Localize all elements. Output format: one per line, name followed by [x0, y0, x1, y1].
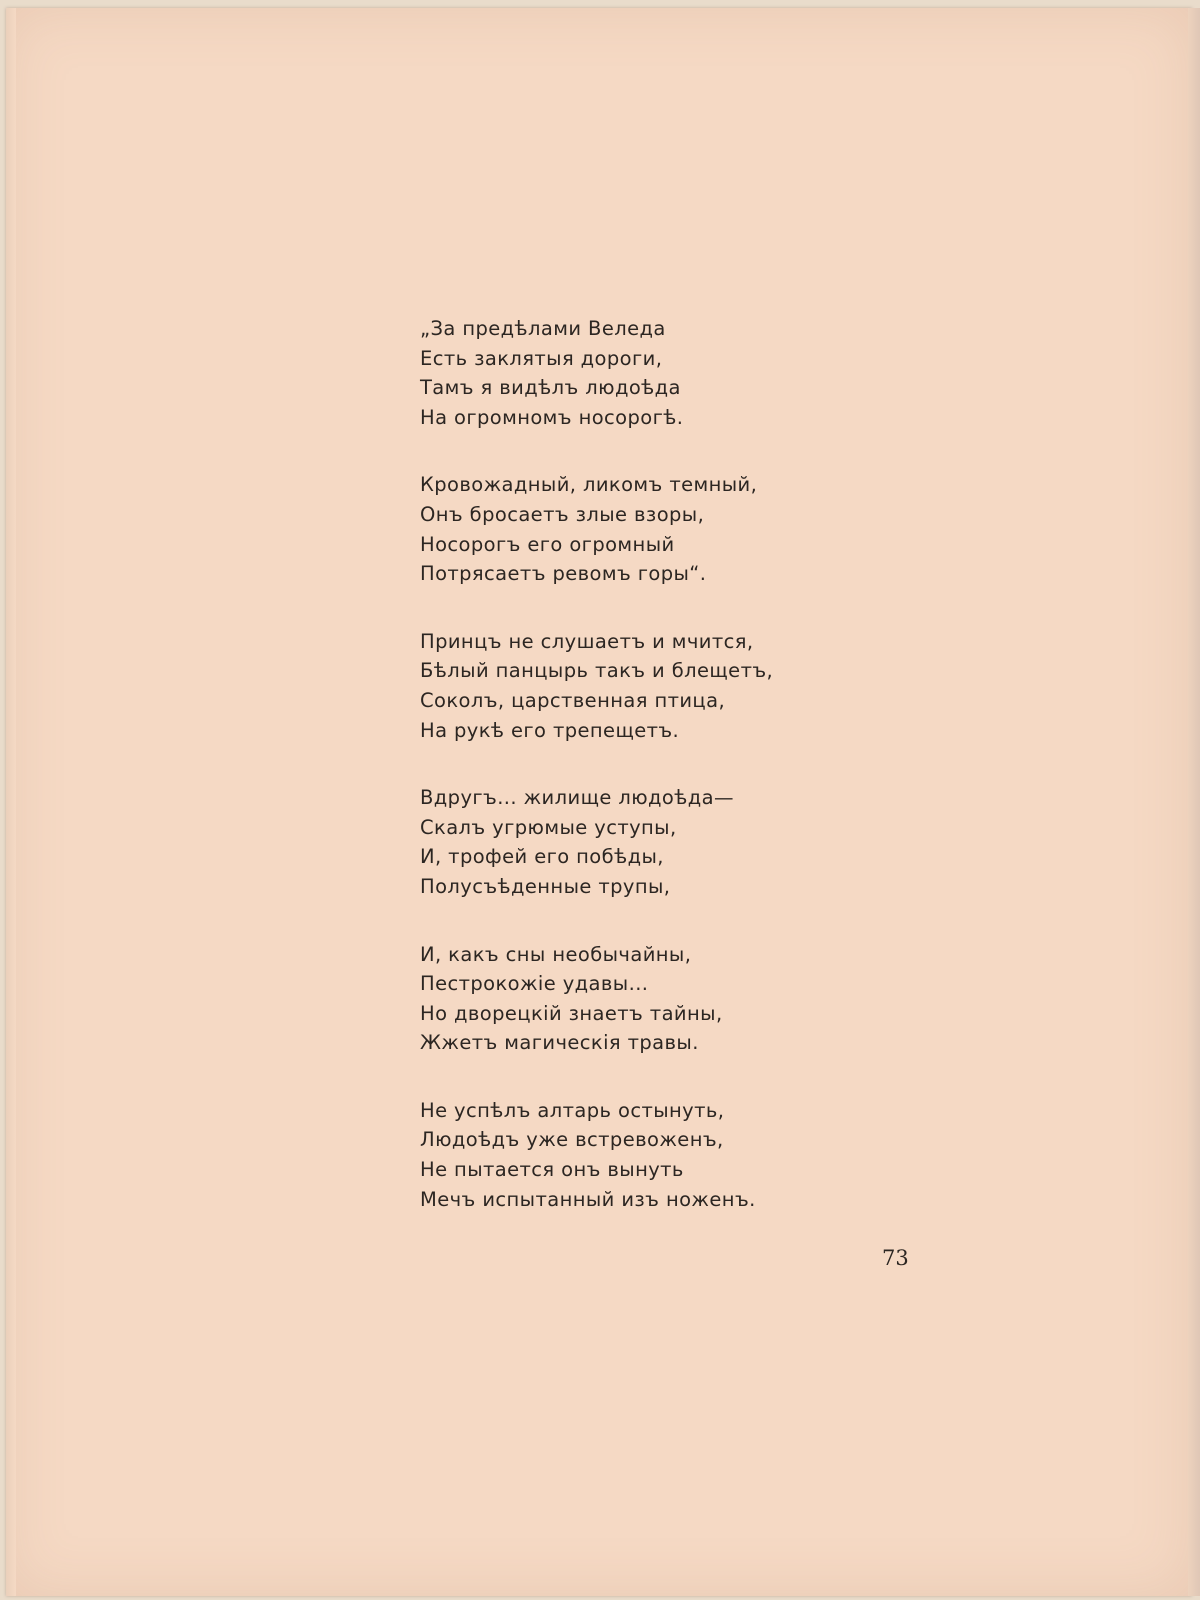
poem-line: Вдругъ... жилище людоѣда— — [420, 786, 734, 810]
stanza-1 — [420, 314, 840, 432]
poem-line: Носорогъ его огромный — [420, 532, 675, 556]
poem-line: „За предѣлами Веледа — [420, 317, 666, 340]
poem-line: Людоѣдъ уже встревоженъ, — [420, 1128, 724, 1152]
poem-line: Потрясаетъ ревомъ горы“. — [420, 562, 707, 586]
poem-line: Кровожадный, ликомъ темный, — [420, 473, 758, 497]
poem-line: Пестрокожіе удавы... — [420, 972, 649, 996]
poem-line: Мечъ испытанный изъ ноженъ. — [420, 1187, 756, 1211]
poem-line: Есть заклятыя дороги, — [420, 346, 663, 370]
page-number: 73 — [882, 1246, 909, 1270]
page-spine-edge — [6, 8, 16, 1596]
stanza-3 — [420, 627, 840, 745]
poem-line: Полусъѣденные трупы, — [420, 874, 671, 898]
poem-line: И, какъ сны необычайны, — [420, 942, 692, 966]
poem-line: Принцъ не слушаетъ и мчится, — [420, 629, 754, 653]
poem-line: На рукѣ его трепещетъ. — [420, 718, 680, 742]
poem-line: Не пытается онъ вынуть — [420, 1158, 684, 1182]
poem-line: Тамъ я видѣлъ людоѣда — [420, 376, 681, 400]
poem-line: Соколъ, царственная птица, — [420, 688, 726, 712]
poem-line: Но дворецкій знаетъ тайны, — [420, 1001, 723, 1025]
stanza-2 — [420, 470, 840, 588]
page-right-edge — [1188, 8, 1200, 1596]
poem-line: Бѣлый панцырь такъ и блещетъ, — [420, 659, 774, 683]
poem-line: На огромномъ носорогѣ. — [420, 405, 684, 429]
poem-line: Жжетъ магическія травы. — [420, 1031, 699, 1055]
stanza-4 — [420, 783, 840, 901]
poem-line: Не успѣлъ алтарь остынуть, — [420, 1098, 725, 1122]
poem-line: И, трофей его побѣды, — [420, 845, 664, 869]
poem-line: Онъ бросаетъ злые взоры, — [420, 502, 705, 526]
stanza-6 — [420, 1096, 840, 1214]
poem-line: Скалъ угрюмые уступы, — [420, 815, 677, 839]
stanza-5 — [420, 940, 840, 1058]
poem-text — [420, 314, 840, 1252]
